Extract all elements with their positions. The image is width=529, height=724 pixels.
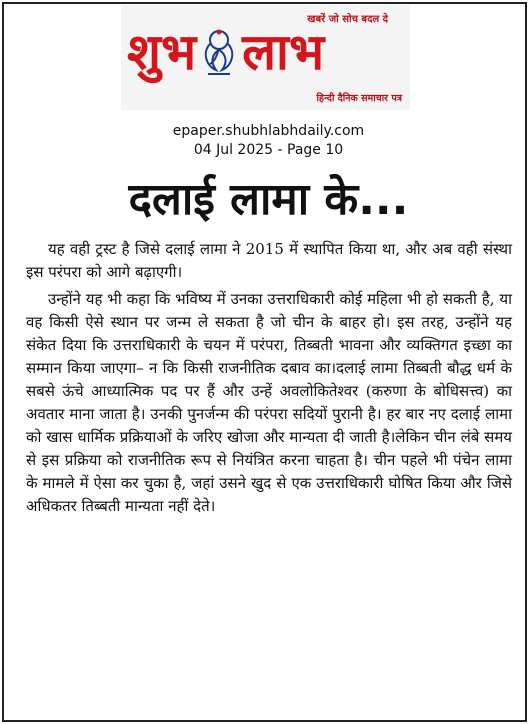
article-paragraph: उन्होंने यह भी कहा कि भविष्य में उनका उत्तराधिकारी कोई महिला भी हो सकती है, या वह किसी ऐसे स्थान पर जन्म ले सकता है जो चीन के बाहर हो। इस तरह, उन्होंने यह संकेत दिया कि उत्तराधिकारी के चयन में परंपरा, तिब्बती भावना और व्यक्तिगत इच्छा का सम्मान किया जाएगा– न कि किसी राजनीतिक दबाव का।दलाई लामा तिब्बती बौद्ध धर्म के सबसे ऊंचे आध्यात्मिक पद पर हैं और उन्हें अवलोकितेश्वर (करुणा के बोधिसत्त्व) का अवतार माना जाता है। उनकी पुनर्जन्म की परंपरा सदियों पुरानी है। हर बार नए दलाई लामा को खास धार्मिक प्रक्रियाओं के जरिए खोजा और मान्यता दी जाती है।लेकिन चीन लंबे समय से इस प्रक्रिया को राजनीतिक रूप से नियंत्रित करना चाहता है। चीन पहले भी पंचेन लामा के मामले में ऐसा कर चुका है, जहां उसने खुद से एक उत्तराधिकारी घोषित किया और जिसे अधिकतर तिब्बती मान्यता नहीं देते। — [26, 290, 512, 515]
logo-word-left: शुभ — [127, 22, 197, 81]
ganesha-emblem-icon — [198, 26, 240, 78]
masthead-tagline: खबरें जो सोच बदल दे — [307, 14, 388, 25]
newspaper-logo — [127, 22, 325, 81]
newspaper-masthead — [121, 5, 410, 110]
masthead-subtag: हिन्दी दैनिक समाचार पत्र — [316, 93, 402, 104]
article-headline: दलाई लामा के... — [128, 174, 409, 225]
logo-word-right: लाभ — [242, 22, 325, 81]
epaper-url: epaper.shubhlabhdaily.com — [172, 123, 365, 139]
article-paragraph: यह वही ट्रस्ट है जिसे दलाई लामा ने 2015 में स्थापित किया था, और अब वही संस्था इस परंपरा को आगे बढ़ाएगी। — [26, 240, 512, 281]
edition-date-page: 04 Jul 2025 - Page 10 — [193, 142, 344, 158]
clipping-frame — [2, 2, 527, 722]
article-body — [26, 238, 512, 522]
